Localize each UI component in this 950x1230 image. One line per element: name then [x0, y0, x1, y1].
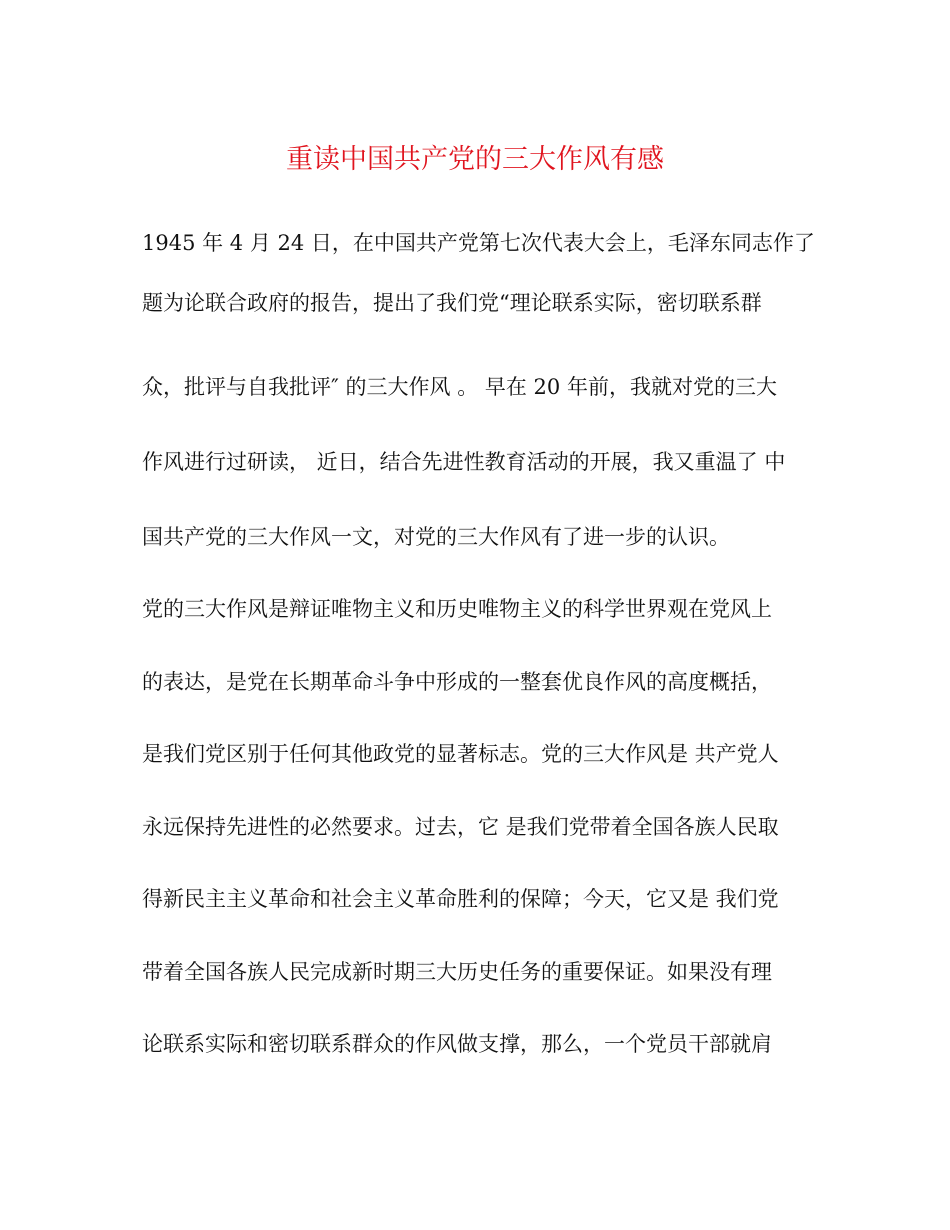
body-line: 1945 年 4 月 24 日，在中国共产党第七次代表大会上，毛泽东同志作了 [142, 231, 815, 255]
body-line: 作风进行过研读， 近日，结合先进性教育活动的开展，我又重温了 中 [142, 450, 786, 474]
body-line: 得新民主主义革命和社会主义革命胜利的保障；今天，它又是 我们党 [142, 887, 779, 911]
body-line: 带着全国各族人民完成新时期三大历史任务的重要保证。如果没有理 [142, 960, 772, 984]
body-line: 众，批评与自我批评″ 的三大作风 。 早在 20 年前，我就对党的三大 [142, 375, 777, 399]
body-line: 党的三大作风是辩证唯物主义和历史唯物主义的科学世界观在党风上 [142, 597, 772, 621]
body-line: 永远保持先进性的必然要求。过去，它 是我们党带着全国各族人民取 [142, 815, 779, 839]
body-line: 论联系实际和密切联系群众的作风做支撑，那么，一个党员干部就肩 [142, 1032, 772, 1056]
body-line: 的表达，是党在长期革命斗争中形成的一整套优良作风的高度概括， [142, 670, 772, 694]
body-line: 国共产党的三大作风一文，对党的三大作风有了进一步的认识。 [142, 525, 730, 549]
body-line: 题为论联合政府的报告，提出了我们党“理论联系实际，密切联系群 [142, 291, 762, 315]
document-title: 重读中国共产党的三大作风有感 [286, 144, 664, 175]
body-line: 是我们党区别于任何其他政党的显著标志。党的三大作风是 共产党人 [142, 742, 779, 766]
